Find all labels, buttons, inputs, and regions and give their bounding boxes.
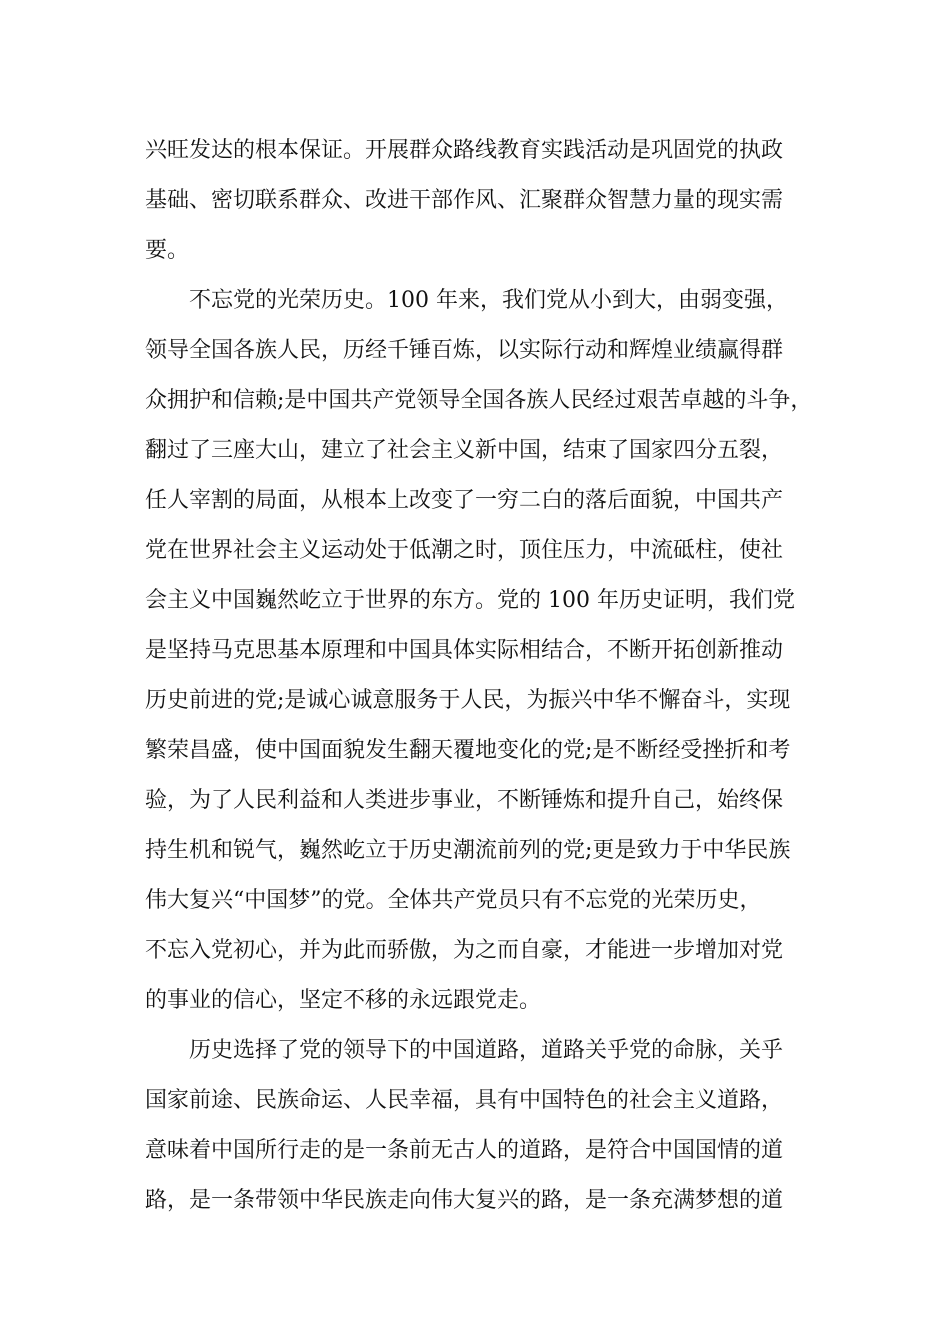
paragraph [145, 1026, 835, 1226]
text-line: 会主义中国巍然屹立于世界的东方。党的 100 年历史证明，我们党 [145, 588, 795, 613]
text-line: 要。 [145, 238, 190, 263]
text-line: 翻过了三座大山，建立了社会主义新中国，结束了国家四分五裂， [145, 438, 784, 463]
text-line: 伟大复兴“中国梦”的党。全体共产党员只有不忘党的光荣历史， [145, 888, 762, 913]
text-line: 任人宰割的局面，从根本上改变了一穷二白的落后面貌，中国共产 [145, 488, 784, 513]
text-line: 验，为了人民利益和人类进步事业，不断锤炼和提升自己，始终保 [145, 788, 784, 813]
paragraph [145, 276, 835, 1026]
text-line: 不忘入党初心，并为此而骄傲，为之而自豪，才能进一步增加对党 [145, 938, 784, 963]
text-line: 历史选择了党的领导下的中国道路，道路关乎党的命脉，关乎 [189, 1038, 784, 1063]
paragraph [145, 126, 835, 276]
document-body [145, 126, 835, 1226]
text-line: 持生机和锐气，巍然屹立于历史潮流前列的党;更是致力于中华民族 [145, 838, 791, 863]
text-line: 党在世界社会主义运动处于低潮之时，顶住压力，中流砥柱，使社 [145, 538, 784, 563]
text-line: 领导全国各族人民，历经千锤百炼，以实际行动和辉煌业绩赢得群 [145, 338, 784, 363]
text-line: 的事业的信心，坚定不移的永远跟党走。 [145, 988, 542, 1013]
text-line: 路，是一条带领中华民族走向伟大复兴的路，是一条充满梦想的道 [145, 1188, 784, 1213]
text-line: 不忘党的光荣历史。100 年来，我们党从小到大，由弱变强， [189, 288, 788, 313]
text-line: 意味着中国所行走的是一条前无古人的道路，是符合中国国情的道 [145, 1138, 784, 1163]
text-line: 国家前途、民族命运、人民幸福，具有中国特色的社会主义道路， [145, 1088, 784, 1113]
text-line: 是坚持马克思基本原理和中国具体实际相结合，不断开拓创新推动 [145, 638, 784, 663]
text-line: 众拥护和信赖;是中国共产党领导全国各族人民经过艰苦卓越的斗争， [145, 388, 813, 413]
text-line: 繁荣昌盛，使中国面貌发生翻天覆地变化的党;是不断经受挫折和考 [145, 738, 791, 763]
text-line: 兴旺发达的根本保证。开展群众路线教育实践活动是巩固党的执政 [145, 138, 784, 163]
text-line: 历史前进的党;是诚心诚意服务于人民，为振兴中华不懈奋斗，实现 [145, 688, 791, 713]
text-line: 基础、密切联系群众、改进干部作风、汇聚群众智慧力量的现实需 [145, 188, 784, 213]
